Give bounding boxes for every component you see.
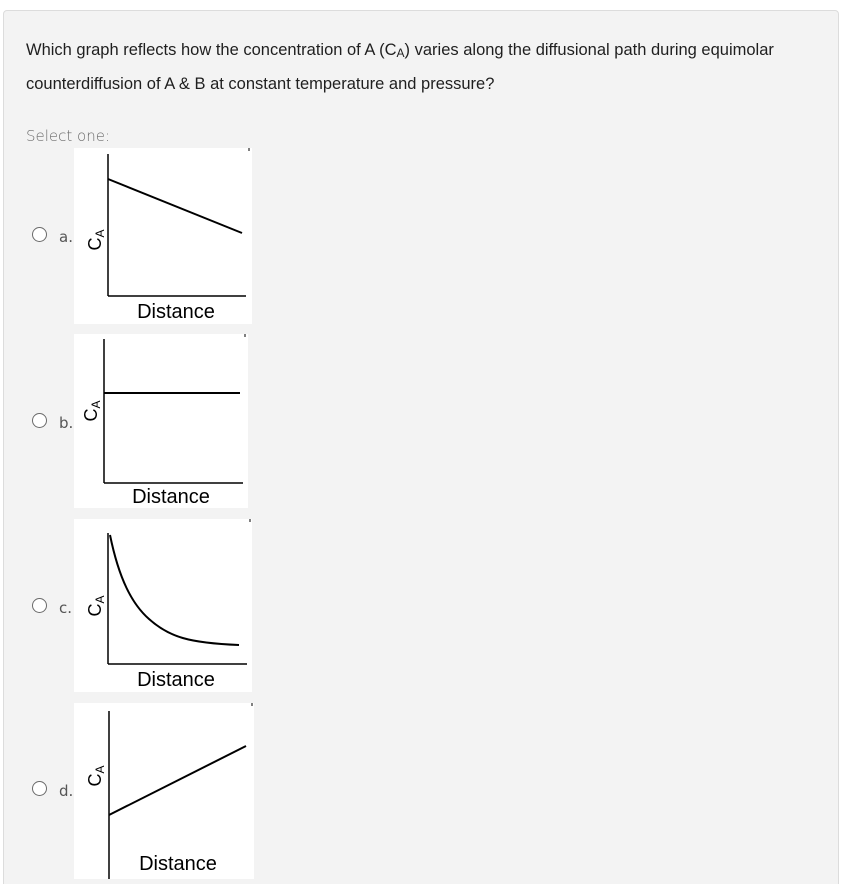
graph-c-y-label: CA: [85, 595, 107, 617]
question-card: [3, 10, 839, 884]
graph-a-curve: [108, 179, 242, 233]
option-d[interactable]: [4, 703, 304, 879]
graph-b-svg: [74, 334, 248, 508]
option-c[interactable]: [4, 519, 304, 692]
option-c-letter: c.: [59, 599, 73, 617]
radio-option-c[interactable]: [32, 598, 47, 613]
option-a[interactable]: [4, 148, 304, 324]
radio-option-d[interactable]: [32, 781, 47, 796]
option-b[interactable]: [4, 334, 304, 508]
graph-d-x-label: Distance: [139, 853, 217, 875]
graph-c-curve: [110, 535, 239, 645]
radio-option-a[interactable]: [32, 227, 47, 242]
graph-option-a[interactable]: [74, 148, 252, 324]
graph-d-y-label: CA: [85, 765, 107, 787]
option-d-letter: d.: [59, 782, 74, 800]
graph-option-b[interactable]: [74, 334, 248, 508]
graph-option-d[interactable]: [74, 703, 254, 879]
select-one-label: Select one:: [26, 127, 111, 145]
graph-c-svg: [74, 519, 252, 692]
graph-a-x-label: Distance: [137, 301, 215, 323]
option-b-letter: b.: [59, 414, 74, 432]
option-a-letter: a.: [59, 228, 73, 246]
graph-b-x-label: Distance: [132, 486, 210, 508]
graph-c-x-label: Distance: [137, 669, 215, 691]
graph-option-c[interactable]: [74, 519, 252, 692]
graph-a-svg: [74, 148, 252, 324]
graph-a-y-label: CA: [85, 229, 107, 251]
graph-d-svg: [74, 703, 254, 879]
graph-d-curve: [109, 746, 246, 815]
question-text: Which graph reflects how the concentration of A $(C_A)$ varies along the diffusional path during equimolar counterdiffusion of A & B at constant temperature and pressure?: [26, 41, 774, 93]
graph-b-y-label: CA: [81, 400, 103, 422]
radio-option-b[interactable]: [32, 413, 47, 428]
